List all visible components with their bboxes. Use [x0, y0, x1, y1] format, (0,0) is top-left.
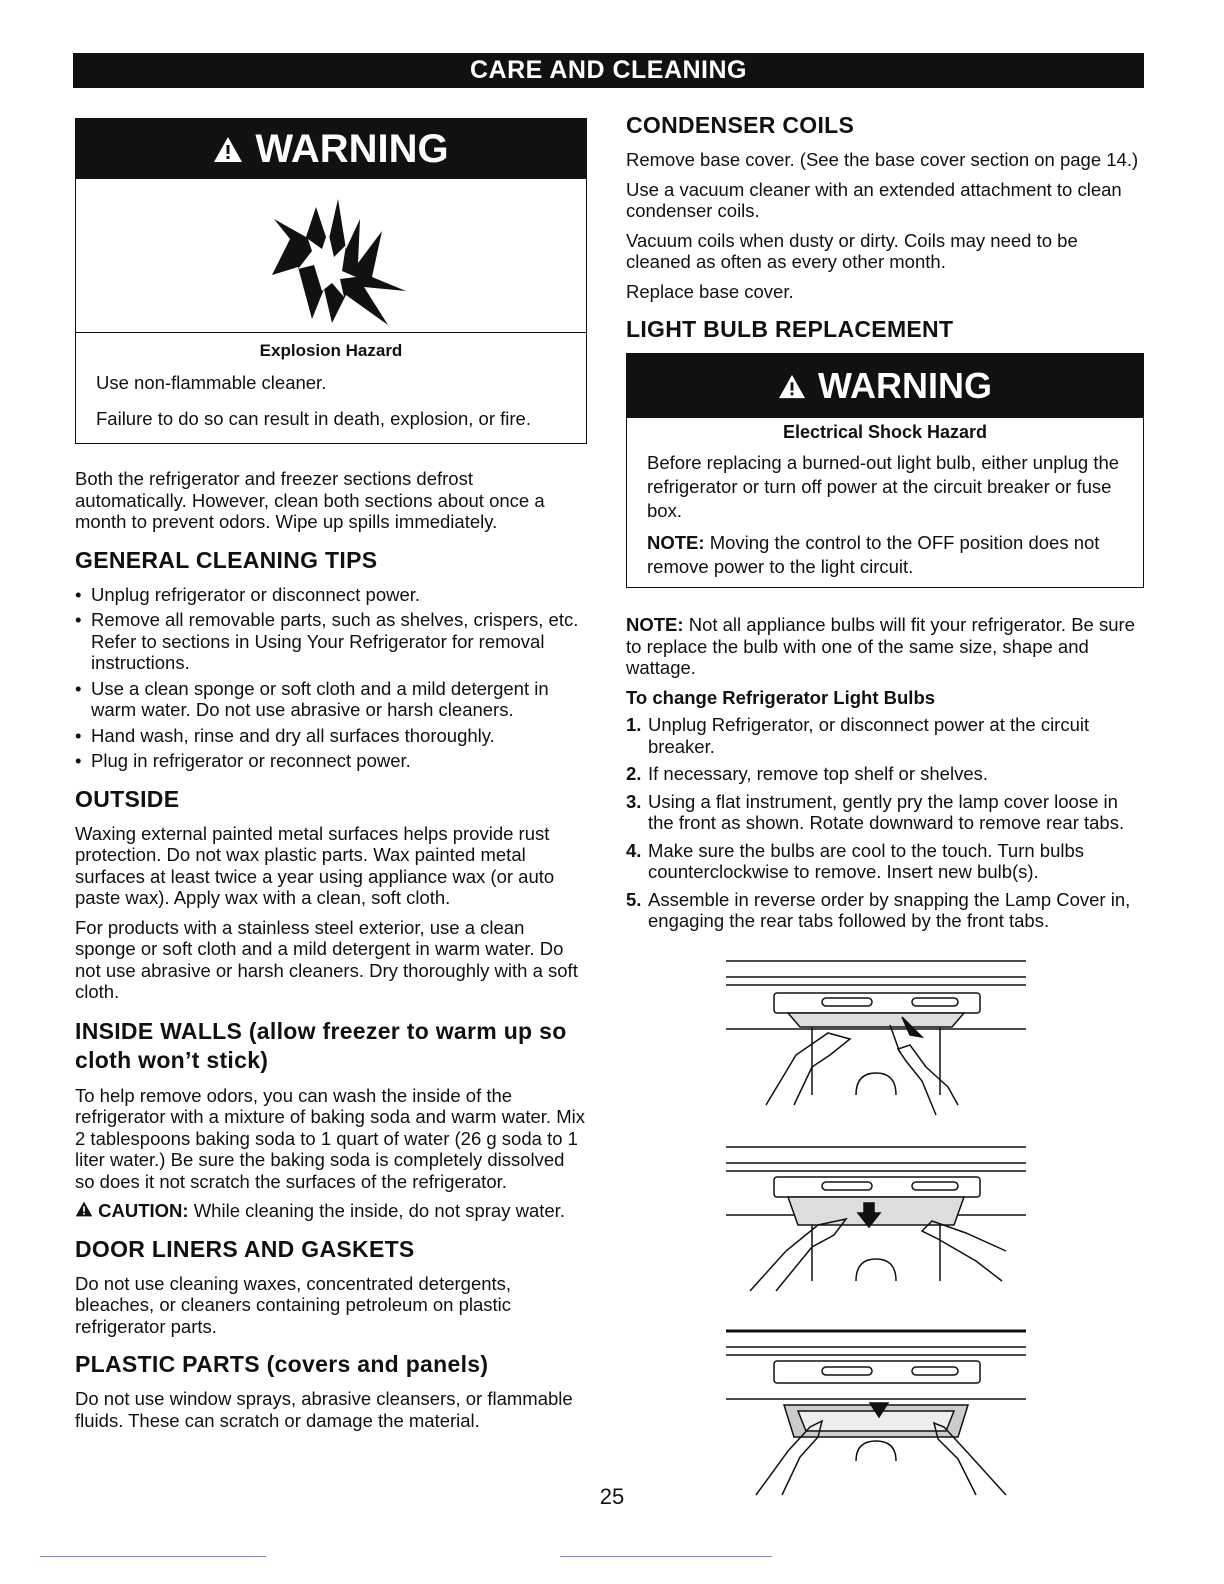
list-item: [626, 763, 1144, 785]
general-cleaning-list: [75, 584, 587, 772]
illustration-rotate-cover: [726, 1141, 1026, 1313]
list-item: • Hand wash, rinse and dry all surfaces thoroughly.: [75, 725, 587, 747]
bulb-steps-list: [626, 714, 1144, 932]
list-item: [626, 840, 1144, 883]
plastic-parts-heading: PLASTIC PARTS (covers and panels): [75, 1351, 489, 1377]
step-number: 4.: [626, 839, 642, 861]
warning-header: [76, 119, 586, 179]
note-label: NOTE:: [647, 532, 705, 553]
list-item: [626, 714, 1144, 757]
section-banner: CARE AND CLEANING: [73, 53, 1144, 88]
warning-paragraph: Before replacing a burned-out light bulb, either unplug the refrigerator or turn off power at the circuit breaker or fuse box.: [647, 452, 1120, 521]
left-column: [75, 118, 587, 1439]
hazard-title: Explosion Hazard: [259, 341, 403, 360]
warning-title: WARNING: [255, 126, 449, 171]
light-bulb-heading: LIGHT BULB REPLACEMENT: [626, 316, 954, 342]
warning-body: [76, 333, 586, 443]
warning-note: [647, 531, 1123, 579]
explosion-icon-area: [76, 179, 586, 333]
change-bulbs-heading: To change Refrigerator Light Bulbs: [626, 686, 936, 708]
warning-header: [627, 354, 1143, 418]
step-text: Unplug Refrigerator, or disconnect power at the circuit breaker.: [648, 714, 1090, 757]
condenser-line: Use a vacuum cleaner with an extended attachment to clean condenser coils.: [626, 178, 1122, 221]
note-label: NOTE:: [626, 614, 684, 635]
footer-link-line: [40, 1556, 266, 1557]
right-column: [626, 112, 1144, 938]
page-number: 25: [599, 1484, 625, 1509]
inside-paragraph: To help remove odors, you can wash the inside of the refrigerator with a mixture of baking soda and warm water. Mix 2 tablespoons baking soda to 1 quart of water (26 g soda to 1 liter water.) Be sure the baking soda is completely dissolved so does it not scratch the surfaces of the refrigerator.: [75, 1084, 585, 1192]
plastic-paragraph: Do not use window sprays, abrasive cleansers, or flammable fluids. These can scratch or damage the material.: [75, 1388, 573, 1431]
door-paragraph: Do not use cleaning waxes, concentrated detergents, bleaches, or cleaners containing petroleum on plastic refrigerator parts.: [75, 1272, 512, 1337]
condenser-heading: CONDENSER COILS: [626, 112, 855, 138]
intro-paragraph: Both the refrigerator and freezer sections defrost automatically. However, clean both sections about once a month to prevent odors. Wipe up spills immediately.: [75, 468, 545, 532]
condenser-line: Replace base cover.: [626, 280, 794, 302]
illustration-remove-cover: [726, 1327, 1026, 1499]
warning-triangle-icon: [213, 136, 243, 163]
caution-line: [75, 1200, 587, 1222]
list-item: • Unplug refrigerator or disconnect power.: [75, 584, 587, 606]
step-text: Make sure the bulbs are cool to the touch. Turn bulbs counterclockwise to remove. Insert new bulb(s).: [648, 839, 1085, 882]
outside-paragraph: Waxing external painted metal surfaces helps provide rust protection. Do not wax plastic parts. Wax painted metal surfaces at least twice a year using appliance wax (or auto paste wax). Apply wax with a clean, soft cloth.: [75, 822, 555, 908]
lamp-cover-illustrations: [726, 955, 1026, 1513]
condenser-line: Vacuum coils when dusty or dirty. Coils may need to be cleaned as often as every other month.: [626, 229, 1078, 272]
inside-walls-heading: INSIDE WALLS (allow freezer to warm up so cloth won’t stick): [75, 1017, 567, 1073]
warning-title: WARNING: [818, 365, 992, 406]
step-text: If necessary, remove top shelf or shelves.: [648, 763, 989, 784]
door-liners-heading: DOOR LINERS AND GASKETS: [75, 1235, 415, 1262]
step-text: Using a flat instrument, gently pry the lamp cover loose in the front as shown. Rotate downward to remove rear tabs.: [648, 790, 1125, 833]
note-text: Moving the control to the OFF position does not remove power to the light circuit.: [647, 532, 1100, 577]
caution-label: CAUTION:: [98, 1200, 189, 1221]
bulb-note: [626, 614, 1144, 679]
warning-line: Use non-flammable cleaner.: [96, 372, 327, 393]
note-text: Not all appliance bulbs will fit your refrigerator. Be sure to replace the bulb with one of the same size, shape and wattage.: [626, 614, 1135, 678]
list-item: [626, 889, 1144, 932]
shock-warning-box: [626, 353, 1144, 588]
list-item: • Plug in refrigerator or reconnect power.: [75, 750, 587, 772]
caution-triangle-icon: [75, 1201, 93, 1217]
step-number: 5.: [626, 888, 642, 910]
footer-link-line: [560, 1556, 772, 1557]
illustration-pry-cover: [726, 955, 1026, 1127]
caution-text: While cleaning the inside, do not spray water.: [188, 1200, 565, 1221]
hazard-title: Electrical Shock Hazard: [782, 422, 988, 442]
step-number: 1.: [626, 714, 642, 735]
outside-paragraph: For products with a stainless steel exterior, use a clean sponge or soft cloth and a mild detergent in warm water. Do not use abrasive or harsh cleaners. Dry thoroughly with a soft cloth.: [75, 916, 578, 1002]
list-item: • Remove all removable parts, such as shelves, crispers, etc. Refer to sections in Using Your Refrigerator for removal instructions.: [75, 609, 587, 674]
step-number: 3.: [626, 790, 642, 812]
warning-triangle-icon: [778, 374, 806, 399]
outside-heading: OUTSIDE: [75, 785, 180, 812]
explosion-warning-box: [75, 118, 587, 444]
warning-line: Failure to do so can result in death, explosion, or fire.: [96, 408, 531, 429]
warning-body: [627, 418, 1143, 587]
explosion-icon: [76, 179, 588, 332]
list-item: [626, 791, 1144, 834]
list-item: • Use a clean sponge or soft cloth and a mild detergent in warm water. Do not use abrasive or harsh cleaners.: [75, 678, 587, 721]
general-cleaning-heading: GENERAL CLEANING TIPS: [75, 546, 378, 573]
step-text: Assemble in reverse order by snapping the Lamp Cover in, engaging the rear tabs followed by the front tabs.: [648, 888, 1131, 931]
condenser-line: Remove base cover. (See the base cover section on page 14.): [626, 149, 1139, 170]
step-number: 2.: [626, 763, 642, 784]
